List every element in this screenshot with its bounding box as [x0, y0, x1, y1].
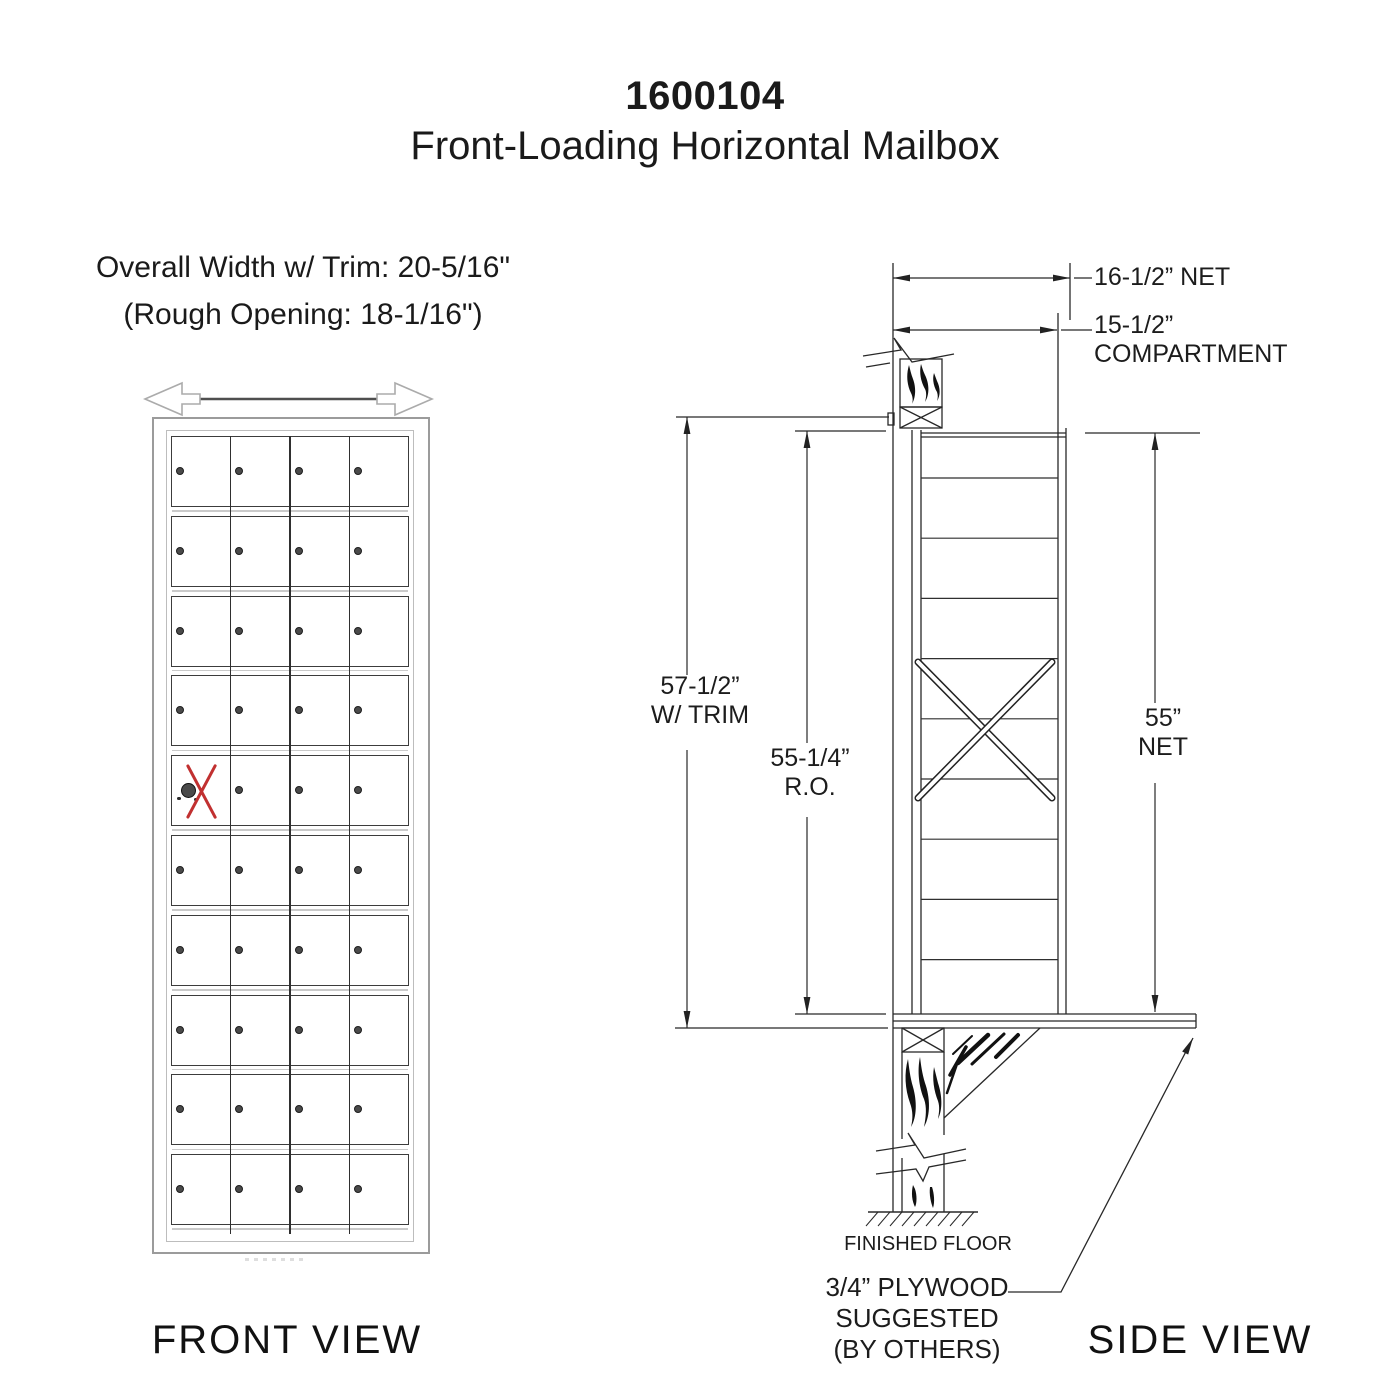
compartment-door	[351, 916, 411, 985]
compartment-depth-label	[1094, 311, 1288, 369]
column-divider	[230, 436, 232, 1234]
lock-icon	[295, 866, 303, 874]
lock-icon	[176, 627, 184, 635]
compartment-door	[232, 1155, 292, 1224]
compartment-door	[232, 996, 292, 1065]
compartment-door	[351, 437, 411, 506]
lock-icon	[295, 1026, 303, 1034]
rough-opening-label	[720, 744, 900, 802]
overall-width-line1: Overall Width w/ Trim: 20-5/16"	[95, 251, 511, 284]
finished-floor-label: FINISHED FLOOR	[844, 1233, 1012, 1255]
faint-mark	[254, 1258, 258, 1261]
faint-mark	[290, 1258, 294, 1261]
compartment-door-crossed	[172, 756, 232, 825]
lock-icon	[176, 1026, 184, 1034]
compartment-door	[291, 1155, 351, 1224]
compartment-door	[351, 517, 411, 586]
lock-icon	[235, 866, 243, 874]
side-view-label: SIDE VIEW	[1087, 1318, 1313, 1362]
compartment-door	[351, 1075, 411, 1144]
lock-icon	[354, 467, 362, 475]
lock-icon	[295, 467, 303, 475]
compartment-door	[172, 996, 232, 1065]
lock-icon	[235, 467, 243, 475]
compartment-door	[291, 996, 351, 1065]
faint-mark	[281, 1258, 285, 1261]
lock-icon	[176, 547, 184, 555]
compartment-depth-line2: COMPARTMENT	[1094, 340, 1288, 368]
hatch-tick	[866, 1212, 878, 1226]
lock-icon	[235, 627, 243, 635]
lock-icon	[295, 706, 303, 714]
faint-mark	[245, 1258, 249, 1261]
compartment-door	[172, 1155, 232, 1224]
compartment-door	[172, 1075, 232, 1144]
hatch-tick	[878, 1212, 890, 1226]
lock-icon	[176, 946, 184, 954]
lock-icon	[295, 1185, 303, 1193]
compartment-door	[291, 756, 351, 825]
lock-icon	[295, 1105, 303, 1113]
compartment-door	[232, 517, 292, 586]
hatch-tick	[962, 1212, 974, 1226]
lock-icon	[354, 1026, 362, 1034]
compartment-door	[351, 996, 411, 1065]
compartment-door	[232, 916, 292, 985]
lock-icon	[235, 547, 243, 555]
column-divider	[349, 436, 351, 1234]
compartment-door	[291, 597, 351, 666]
lock-icon	[295, 786, 303, 794]
blocking-x-bottom	[902, 1028, 944, 1052]
lock-icon	[354, 1185, 362, 1193]
lock-icon	[295, 547, 303, 555]
plywood-note-line2: SUGGESTED	[835, 1303, 999, 1333]
compartment-door	[291, 517, 351, 586]
cross-brace	[918, 662, 1052, 798]
faint-mark	[272, 1258, 276, 1261]
lock-icon	[176, 467, 184, 475]
lock-icon	[235, 1105, 243, 1113]
compartment-door	[232, 597, 292, 666]
compartment-door	[291, 676, 351, 745]
lock-icon	[176, 706, 184, 714]
compartment-door	[351, 836, 411, 905]
screw-dot	[177, 797, 181, 801]
compartment-door	[291, 916, 351, 985]
compartment-door	[291, 1075, 351, 1144]
arrow-left-icon	[145, 383, 200, 415]
height-with-trim-line1: 57-1/2”	[660, 672, 740, 700]
compartment-door	[351, 756, 411, 825]
compartment-grid	[171, 436, 409, 1234]
arrow-right-icon	[377, 383, 432, 415]
plywood-note-line3: (BY OTHERS)	[833, 1334, 1001, 1364]
hatch-tick	[902, 1212, 914, 1226]
lock-icon	[235, 946, 243, 954]
overall-width-line2: (Rough Opening: 18-1/16")	[123, 298, 483, 331]
compartment-door	[172, 836, 232, 905]
plywood-note-line1: 3/4” PLYWOOD	[825, 1272, 1009, 1302]
master-lock-icon	[181, 783, 196, 798]
support-gusset	[944, 1028, 1040, 1118]
floor-hatch	[866, 1212, 974, 1226]
plywood-leader-arrow	[1008, 1038, 1193, 1292]
width-arrow	[140, 380, 440, 418]
dim-rough-opening	[795, 431, 886, 1014]
net-depth-label: 16-1/2” NET	[1094, 263, 1231, 291]
overall-width-note	[33, 244, 573, 338]
compartment-door	[172, 517, 232, 586]
wood-grain	[906, 364, 942, 1208]
lock-icon	[354, 547, 362, 555]
lock-icon	[354, 627, 362, 635]
plywood-note	[797, 1272, 1037, 1365]
compartment-door	[232, 676, 292, 745]
height-with-trim-label	[610, 672, 790, 730]
net-height-line1: 55”	[1144, 704, 1182, 732]
hatch-tick	[938, 1212, 950, 1226]
height-with-trim-line2: W/ TRIM	[650, 701, 750, 729]
product-title: Front-Loading Horizontal Mailbox	[410, 124, 1000, 168]
lock-icon	[354, 946, 362, 954]
faint-mark	[299, 1258, 303, 1261]
blocking-x-top	[900, 407, 942, 428]
compartment-door	[291, 836, 351, 905]
compartment-door	[351, 676, 411, 745]
lock-icon	[354, 866, 362, 874]
column-divider	[289, 436, 291, 1234]
lock-icon	[354, 786, 362, 794]
compartment-door	[172, 916, 232, 985]
lock-icon	[235, 786, 243, 794]
lock-icon	[235, 706, 243, 714]
lock-icon	[295, 627, 303, 635]
compartment-door	[232, 836, 292, 905]
dim-net-depth	[893, 263, 1092, 320]
lock-icon	[176, 1105, 184, 1113]
hatch-tick	[914, 1212, 926, 1226]
lock-icon	[235, 1026, 243, 1034]
plywood-shelf	[893, 1014, 1196, 1028]
compartment-door	[291, 437, 351, 506]
lock-icon	[354, 706, 362, 714]
compartment-depth-line1: 15-1/2”	[1094, 311, 1174, 339]
net-height-line2: NET	[1138, 733, 1188, 761]
net-height-label	[1073, 704, 1253, 762]
rough-opening-line2: R.O.	[784, 773, 836, 801]
compartment-door	[232, 756, 292, 825]
compartment-door	[172, 597, 232, 666]
compartment-door	[172, 676, 232, 745]
compartment-door	[351, 597, 411, 666]
compartment-door	[351, 1155, 411, 1224]
hatch-tick	[926, 1212, 938, 1226]
hatch-tick	[950, 1212, 962, 1226]
model-number: 1600104	[625, 74, 785, 118]
lock-icon	[176, 1185, 184, 1193]
compartment-door	[232, 1075, 292, 1144]
compartment-door	[172, 437, 232, 506]
compartment-door	[232, 437, 292, 506]
shelf-lines	[921, 478, 1058, 960]
lock-icon	[235, 1185, 243, 1193]
hatch-tick	[890, 1212, 902, 1226]
lock-icon	[354, 1105, 362, 1113]
rough-opening-line1: 55-1/4”	[770, 744, 850, 772]
faint-mark	[263, 1258, 267, 1261]
lock-icon	[295, 946, 303, 954]
front-view-label: FRONT VIEW	[151, 1318, 423, 1362]
lock-icon	[176, 866, 184, 874]
